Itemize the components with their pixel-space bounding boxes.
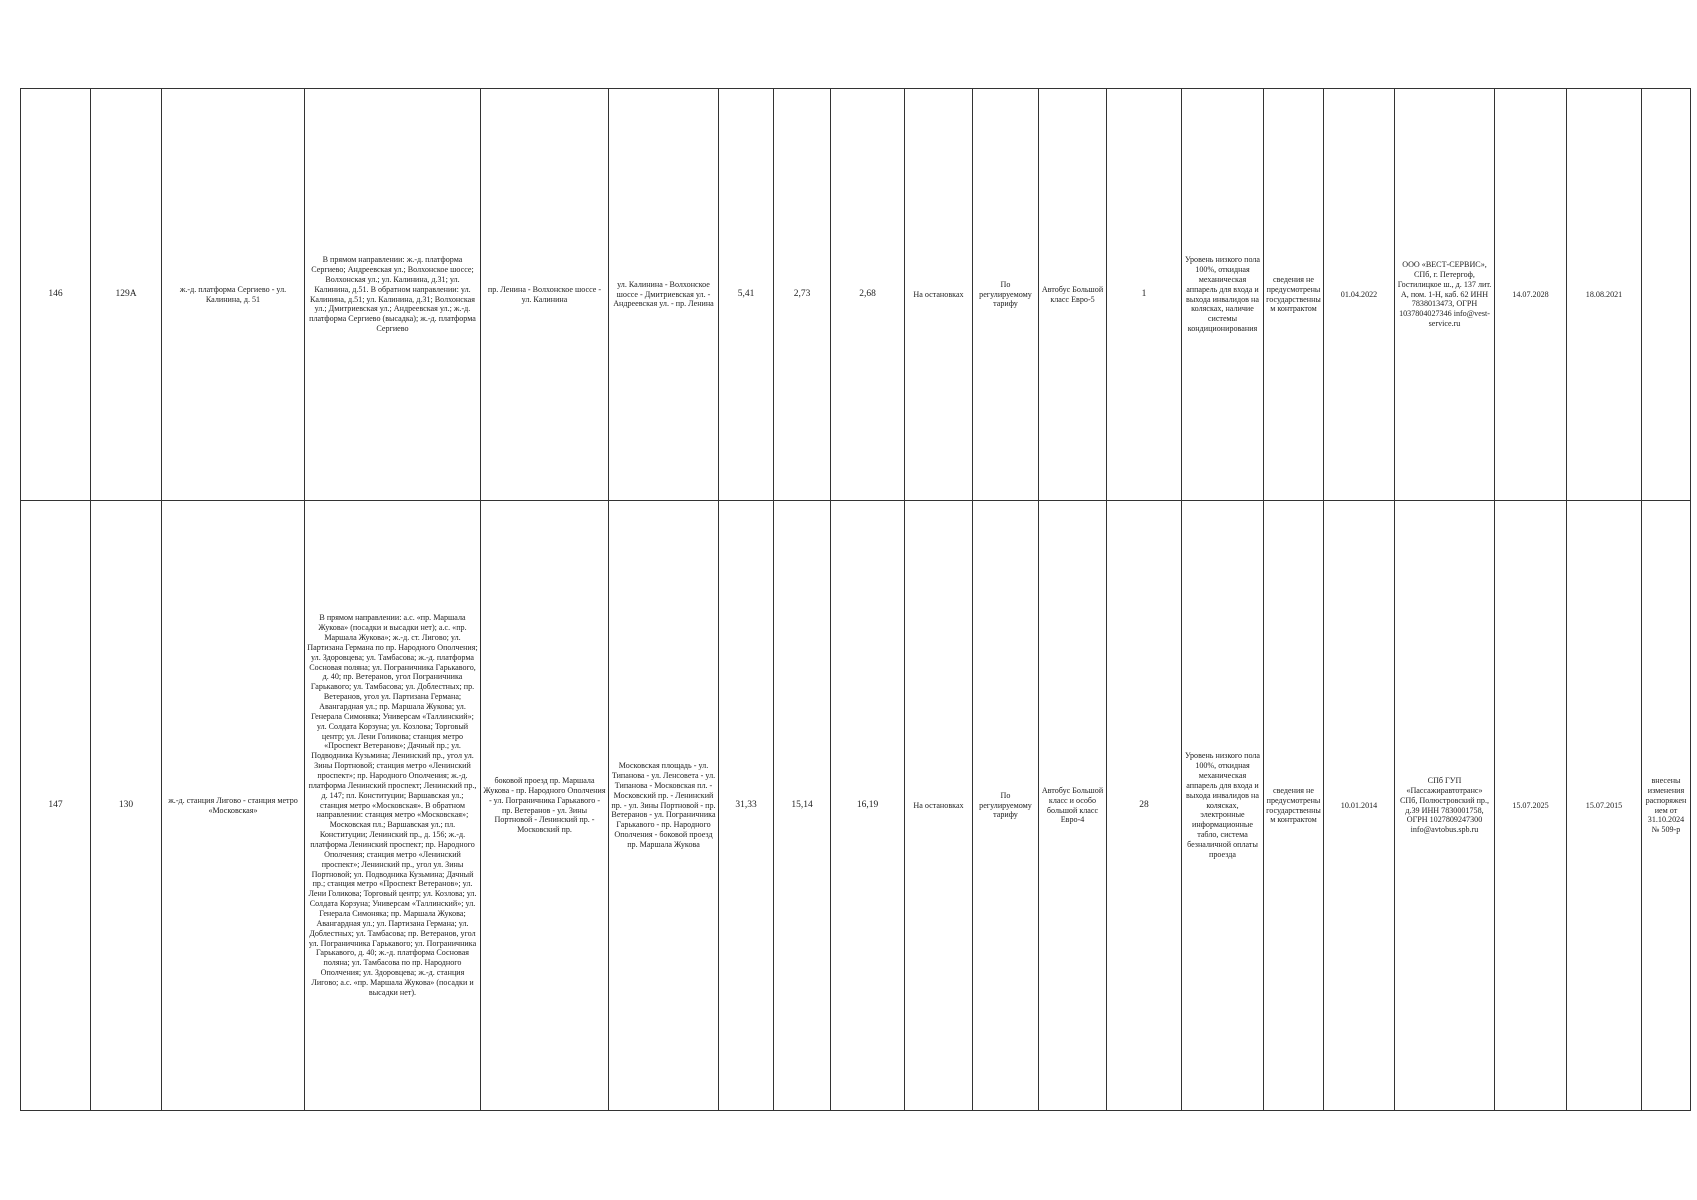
streets-forward: пр. Ленина - Волхонское шоссе - ул. Калинина (481, 89, 609, 501)
end-date: 15.07.2025 (1495, 501, 1567, 1111)
note (1642, 89, 1691, 501)
length-backward: 2,68 (831, 89, 905, 501)
streets-backward: Московская площадь - ул. Типанова - ул. Ленсовета - ул. Типанова - Московская пл. - Московский пр. - Ленинский пр. - ул. Зины Портновой - пр. Ветеранов - ул. Пограничника Гарькавого - пр. Народного Ополчения - боковой проезд пр. Маршала Жукова (609, 501, 719, 1111)
route-stops: В прямом направлении: а.с. «пр. Маршала Жукова» (посадки и высадки нет); а.с. «пр. Маршала Жукова»; ж.-д. ст. Лигово; ул. Партизана Германа по пр. Народного Ополчения; ул. Здоровцева; ул. Тамбасова; ж.-д. платформа Сосновая поляна; ул. Пограничника Гарькавого, д. 40; пр. Ветеранов, угол Пограничника Гарькавого; ул. Тамбасова; ул. Доблестных; пр. Ветеранов, угол ул. Партизана Германа; Авангардная ул.; пр. Маршала Жукова; ул. Генерала Симоняка; Универсам «Таллинский»; ул. Солдата Корзуна; ул. Козлова; Торговый центр; ул. Лени Голикова; станция метро «Проспект Ветеранов»; Дачный пр.; ул. Подводника Кузьмина; Ленинский пр., угол ул. Зины Портновой; станция метро «Ленинский проспект»; пр. Народного Ополчения; ж.-д. платформа Ленинский проспект; Ленинский пр., д. 147; пл. Конституции; Варшавская ул.; станция метро «Московская». В обратном направлении: станция метро «Московская»; Московская пл.; Варшавская ул.; пл. Конституции; Ленинский пр., д. 156; ж.-д. платформа Ленинский проспект; пр. Народного Ополчения; станция метро «Ленинский проспект»; Ленинский пр., угол ул. Зины Портновой; ул. Подводника Кузьмина; Дачный пр.; станция метро «Проспект Ветеранов»; ул. Лени Голикова; Торговый центр; ул. Козлова; ул. Солдата Корзуна; Универсам «Таллинский»; ул. Генерала Симоняка; пр. Маршала Жукова; Авангардная ул.; ул. Партизана Германа; ул. Доблестных; ул. Тамбасова; пр. Ветеранов, угол ул. Пограничника Гарькавого; ул. Пограничника Гарькавого, д. 40; ж.-д. платформа Сосновая поляна; ул. Тамбасова по пр. Народного Ополчения; ул. Здоровцева; ж.-д. станция Лигово; а.с. «пр. Маршала Жукова» (посадки и высадки нет). (305, 501, 481, 1111)
vehicle-characteristics: Уровень низкого пола 100%, откидная механическая аппарель для входа и выхода инвалидов на колясках, наличие системы кондиционирования (1182, 89, 1264, 501)
vehicle-count: 1 (1107, 89, 1182, 501)
route-stops: В прямом направлении: ж.-д. платформа Сергиево; Андреевская ул.; Волхонское шоссе; Волхонская ул.; ул. Калинина, д.31; ул. Калинина, д.51. В обратном направлении: ул. Калинина, д.51; ул. Калинина, д.31; Волхонская ул.; Дмитриевская ул.; Андреевская ул.; ж.-д. платформа Сергиево (высадка); ж.-д. платформа Сергиево (305, 89, 481, 501)
tariff-type: По регулируемому тарифу (973, 89, 1039, 501)
route-name: ж.-д. станция Лигово - станция метро «Московская» (162, 501, 305, 1111)
length-total: 5,41 (719, 89, 774, 501)
carrier-info: ООО «ВЕСТ-СЕРВИС», СПб, г. Петергоф, Гостилицкое ш., д. 137 лит. А, пом. 1-Н, каб. 62 ИНН 7838013473, ОГРН 1037804027346 info@vest-service.ru (1395, 89, 1495, 501)
vehicle-count: 28 (1107, 501, 1182, 1111)
vehicle-class: Автобус Большой класс Евро-5 (1039, 89, 1107, 501)
start-date: 01.04.2022 (1324, 89, 1395, 501)
streets-forward: боковой проезд пр. Маршала Жукова - пр. Народного Ополчения - ул. Пограничника Гарькавого - пр. Ветеранов - ул. Зины Портновой - Ленинский пр. - Московский пр. (481, 501, 609, 1111)
boarding-procedure: На остановках (905, 89, 973, 501)
length-forward: 15,14 (774, 501, 831, 1111)
length-backward: 16,19 (831, 501, 905, 1111)
route-number: 130 (91, 501, 162, 1111)
issue-date: 15.07.2015 (1567, 501, 1642, 1111)
start-date: 10.01.2014 (1324, 501, 1395, 1111)
registration-number: 147 (21, 501, 91, 1111)
carrier-info: СПб ГУП «Пассажиравтотранс» СПб, Полюстровский пр., д.39 ИНН 7830001758, ОГРН 1027809247300 info@avtobus.spb.ru (1395, 501, 1495, 1111)
route-number: 129А (91, 89, 162, 501)
route-name: ж.-д. платформа Сергиево - ул. Калинина, д. 51 (162, 89, 305, 501)
table-row (21, 501, 1691, 1111)
length-forward: 2,73 (774, 89, 831, 501)
streets-backward: ул. Калинина - Волхонское шоссе - Дмитриевская ул. - Андреевская ул. - пр. Ленина (609, 89, 719, 501)
end-date: 14.07.2028 (1495, 89, 1567, 501)
note: внесены изменения распоряжением от 31.10.2024 № 509-р (1642, 501, 1691, 1111)
issue-date: 18.08.2021 (1567, 89, 1642, 501)
registration-number: 146 (21, 89, 91, 501)
route-registry-table (20, 88, 1691, 1111)
contract-info: сведения не предусмотрены государственным контрактом (1264, 501, 1324, 1111)
tariff-type: По регулируемому тарифу (973, 501, 1039, 1111)
table-row (21, 89, 1691, 501)
boarding-procedure: На остановках (905, 501, 973, 1111)
contract-info: сведения не предусмотрены государственным контрактом (1264, 89, 1324, 501)
vehicle-class: Автобус Большой класс и особо большой класс Евро-4 (1039, 501, 1107, 1111)
vehicle-characteristics: Уровень низкого пола 100%, откидная механическая аппарель для входа и выхода инвалидов на колясках, электронные информационные табло, система безналичной оплаты проезда (1182, 501, 1264, 1111)
length-total: 31,33 (719, 501, 774, 1111)
